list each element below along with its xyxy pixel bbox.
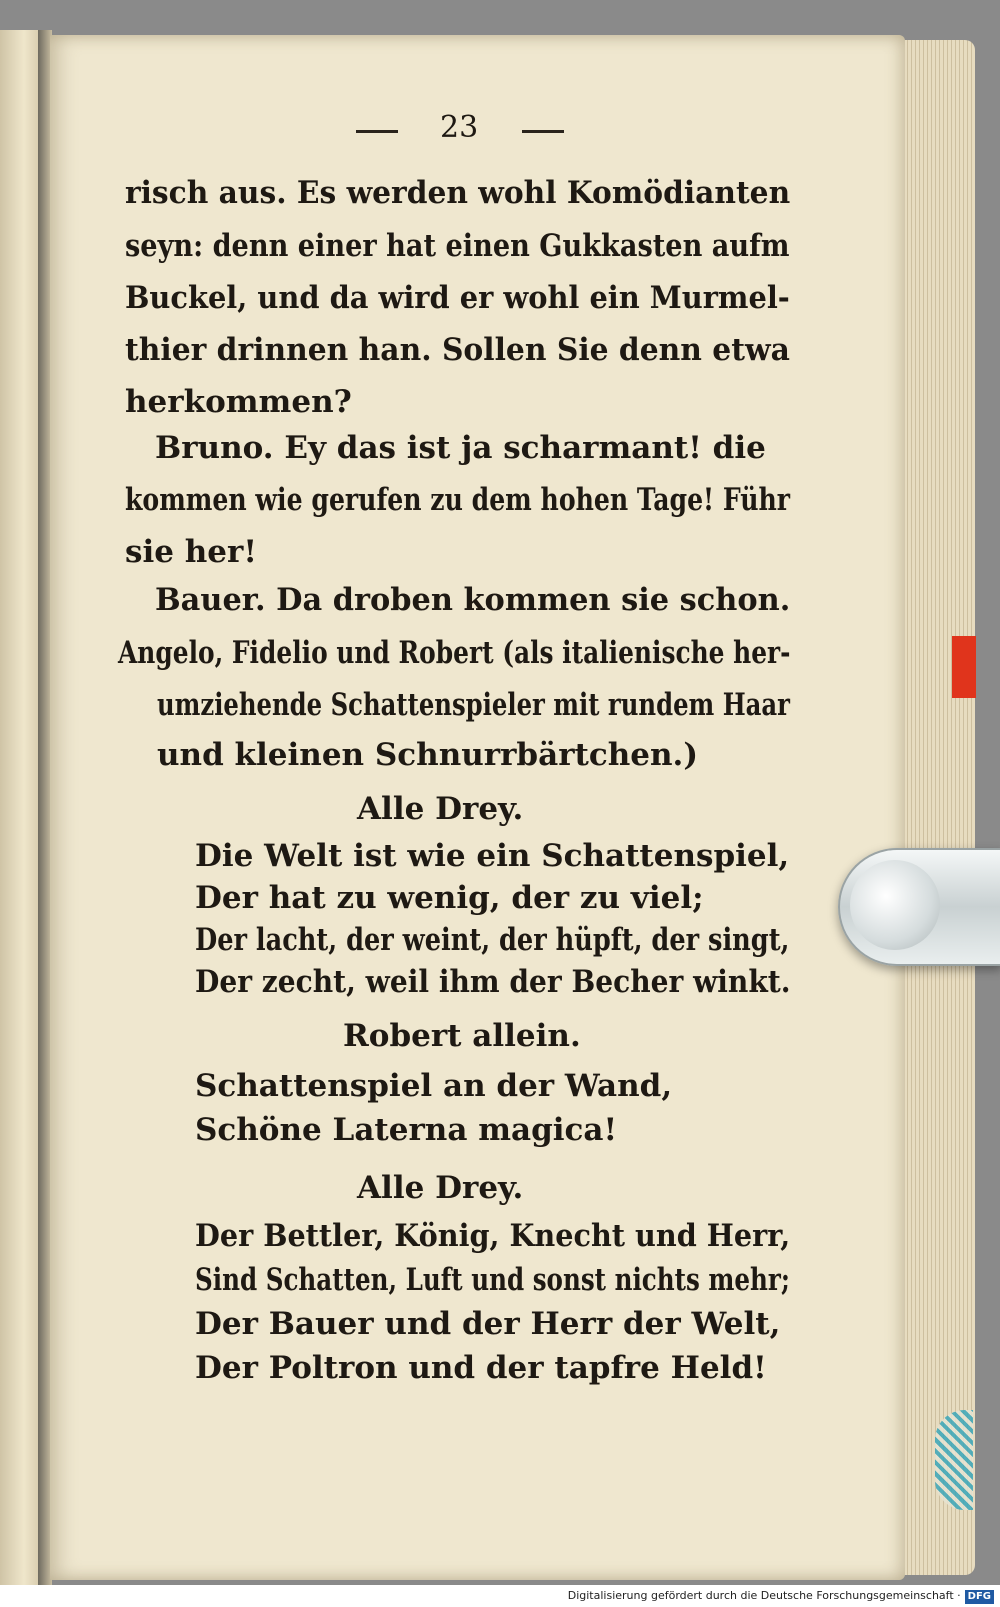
dfg-logo: DFG <box>965 1590 994 1604</box>
text-line: Buckel, und da wird er wohl ein Murmel- <box>125 280 790 316</box>
digitization-credit <box>0 1585 1000 1607</box>
heading-speakers: Alle Drey. <box>357 1170 524 1206</box>
stage-direction: Angelo, Fidelio und Robert (als italienische her- <box>118 635 791 671</box>
verse-line: Schöne Laterna magica! <box>195 1112 618 1148</box>
text-line: kommen wie gerufen zu dem hohen Tage! Führ <box>125 482 791 518</box>
page-holder-clip <box>838 848 1000 966</box>
verse-line: Der hat zu wenig, der zu viel; <box>195 880 704 916</box>
heading-speakers: Alle Drey. <box>357 791 524 827</box>
verse-line: Der Bettler, König, Knecht und Herr, <box>195 1218 791 1254</box>
verse-line: Der zecht, weil ihm der Becher winkt. <box>195 964 791 1000</box>
text-line: thier drinnen han. Sollen Sie denn etwa <box>125 332 790 368</box>
verse-line: Die Welt ist wie ein Schattenspiel, <box>195 838 790 874</box>
text-line: sie her! <box>125 534 257 570</box>
verse-line: Der lacht, der weint, der hüpft, der singt, <box>195 922 790 958</box>
library-stamp <box>935 1410 973 1510</box>
verse-line: Der Bauer und der Herr der Welt, <box>195 1306 781 1342</box>
heading-speakers: Robert allein. <box>343 1018 581 1054</box>
text-line: herkommen? <box>125 384 352 420</box>
page-number-dash-right <box>522 130 564 133</box>
text-line: seyn: denn einer hat einen Gukkasten aufm <box>125 228 790 264</box>
page-number: 23 <box>440 110 479 145</box>
verse-line: Schattenspiel an der Wand, <box>195 1068 673 1104</box>
stage-direction: und kleinen Schnurrbärtchen.) <box>157 737 698 773</box>
left-page-edge <box>0 30 42 1590</box>
page-edges <box>900 40 975 1575</box>
speaker-line: Bauer. Da droben kommen sie schon. <box>155 582 791 618</box>
red-bookmark-tab <box>952 636 976 698</box>
speaker-line: Bruno. Ey das ist ja scharmant! die <box>155 430 766 466</box>
verse-line: Sind Schatten, Luft und sonst nichts mehr; <box>195 1262 790 1298</box>
credit-text: Digitalisierung gefördert durch die Deutsche Forschungsgemeinschaft · <box>567 1589 961 1602</box>
stage-direction: umziehende Schattenspieler mit rundem Haar <box>157 687 790 723</box>
page-number-dash-left <box>356 130 398 133</box>
verse-line: Der Poltron und der tapfre Held! <box>195 1350 767 1386</box>
text-line: risch aus. Es werden wohl Komödianten <box>125 175 791 211</box>
